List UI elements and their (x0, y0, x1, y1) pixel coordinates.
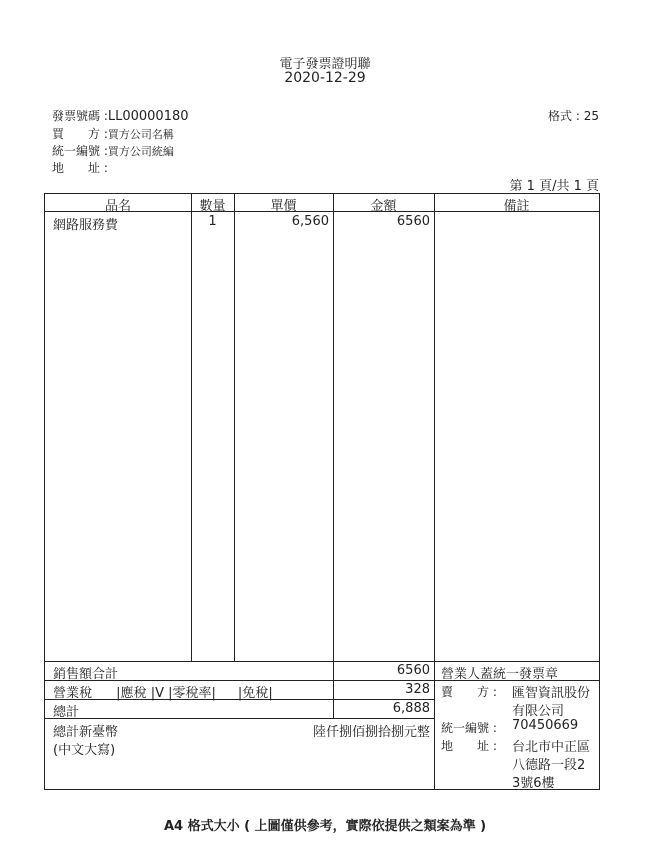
buyer-tax-id: 買方公司統編 (107, 145, 174, 158)
invoice-number-label: 發票號碼 : (52, 109, 108, 123)
zero-tax-label: 零稅率 (172, 686, 212, 701)
col-header-name: 品名 (104, 199, 131, 214)
seller-address-label: 地 址 : (441, 739, 497, 753)
seller-address-2: 八德路一段2 (512, 758, 586, 773)
invoice-number: LL00000180 (107, 109, 189, 124)
seller-label: 賣 方 : (441, 685, 497, 699)
col-divider-2 (234, 194, 235, 661)
summary-divider (45, 661, 599, 662)
buyer-tax-id-line (52, 142, 174, 159)
invoice-number-line (52, 107, 189, 124)
taxable-mark: V (155, 686, 164, 701)
col-divider-3 (333, 194, 334, 718)
chinese-caps-label: (中文大寫) (53, 743, 116, 758)
format-line (548, 107, 599, 124)
col-divider-1 (191, 194, 192, 661)
col-divider-4 (434, 194, 435, 789)
col-header-qty: 數量 (199, 199, 226, 214)
col-header-note: 備註 (503, 199, 530, 214)
buyer-address-label: 地 址 : (52, 161, 108, 175)
stamp-title: 營業人蓋統一發票章 (441, 667, 559, 682)
seller-address-3: 3號6樓 (512, 776, 555, 791)
seller-name-1: 匯智資訊股份 (512, 686, 591, 701)
tax-row: 營業稅 |應稅 |V |零稅率| |免稅| (53, 686, 273, 701)
total-label: 總計 (53, 705, 80, 720)
tax-label: 營業稅 (53, 686, 93, 701)
buyer-tax-id-label: 統一編號 : (52, 144, 108, 158)
seller-address-1: 台北市中正區 (512, 740, 591, 755)
sales-total: 6560 (396, 663, 430, 678)
col-header-price: 單價 (270, 199, 297, 214)
tax-amount: 328 (405, 682, 430, 697)
item-price: 6,560 (291, 214, 329, 229)
item-qty: 1 (208, 214, 217, 229)
document-date: 2020-12-29 (284, 70, 366, 86)
chinese-amount: 陸仟捌佰捌拾捌元整 (312, 725, 430, 740)
item-amount: 6560 (396, 214, 430, 229)
seller-name-2: 有限公司 (512, 704, 565, 719)
page-info: 第 1 頁/共 1 頁 (509, 179, 599, 194)
ntd-label: 總計新臺幣 (53, 725, 119, 740)
buyer-label: 買 方 : (52, 127, 108, 141)
document-title: 電子發票證明聯 (279, 57, 371, 72)
format-value: 25 (583, 109, 599, 123)
sales-total-label: 銷售額合計 (53, 667, 119, 682)
footer-note: A4 格式大小 ( 上圖僅供參考，實際依提供之類案為準 ) (163, 819, 487, 834)
taxable-label: 應稅 (120, 686, 147, 701)
seller-tax-id: 70450669 (512, 718, 579, 733)
buyer-name: 買方公司名稱 (107, 128, 174, 141)
invoice-table (44, 193, 600, 790)
ntd-row-divider (45, 718, 434, 719)
col-header-amount: 金額 (370, 199, 397, 214)
tax-free-label: 免稅 (242, 686, 269, 701)
format-label: 格式 : (548, 109, 580, 123)
total-amount: 6,888 (392, 701, 430, 716)
item-name: 網路服務費 (53, 218, 119, 233)
buyer-line (52, 125, 174, 142)
buyer-address-line (52, 159, 108, 176)
seller-tax-id-label: 統一編號 : (441, 721, 497, 735)
